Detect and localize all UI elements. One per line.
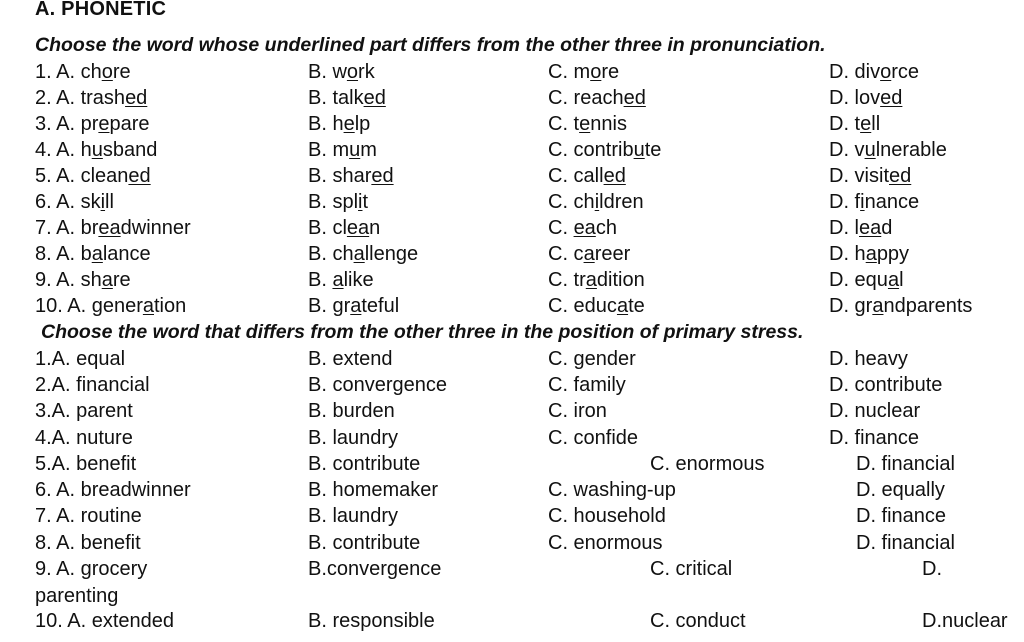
- option-b: B. extend: [308, 348, 393, 370]
- option-c: [548, 189, 644, 215]
- question-row: [0, 59, 1024, 85]
- option-text: dwinner: [120, 217, 191, 239]
- option-d: D.: [922, 558, 942, 580]
- option-b: [308, 189, 368, 215]
- option-text: ll: [871, 113, 881, 135]
- option-b: B. contribute: [308, 532, 421, 554]
- option-b: [308, 137, 377, 163]
- option-a: [35, 111, 150, 137]
- question-row: [0, 111, 1024, 137]
- option-text: ch: [595, 217, 617, 239]
- question-row: [0, 189, 1024, 215]
- option-d: D. finance: [856, 505, 947, 527]
- option-text: nance: [864, 191, 920, 213]
- option-b: [308, 241, 418, 267]
- underlined-part: u: [864, 139, 876, 161]
- option-c: C. enormous: [548, 532, 663, 554]
- option-c: C. iron: [548, 400, 607, 422]
- question-row: [0, 477, 1024, 503]
- option-a: 6. A. breadwinner: [35, 479, 191, 501]
- question-row: [0, 503, 1024, 529]
- option-b: [308, 85, 386, 111]
- instruction-stress: Choose the word that differs from the other three in the position of primary stress.: [41, 321, 804, 343]
- option-a: 7. A. routine: [35, 505, 142, 527]
- option-text: C. reach: [548, 87, 624, 109]
- option-b: [308, 293, 399, 319]
- question-row: [0, 372, 1024, 398]
- question-row: [0, 85, 1024, 111]
- option-b: B.convergence: [308, 558, 442, 580]
- option-text: te: [628, 295, 645, 317]
- question-row: [0, 346, 1024, 372]
- question-row: [0, 556, 1024, 582]
- option-text: d: [881, 217, 893, 239]
- option-text: rk: [358, 61, 375, 83]
- option-a: [35, 59, 131, 85]
- option-d: [829, 267, 904, 293]
- underlined-part: e: [343, 113, 355, 135]
- option-d: D. nuclear: [829, 400, 921, 422]
- option-text: D. visit: [829, 165, 889, 187]
- option-text: t: [362, 191, 369, 213]
- option-b: B. burden: [308, 400, 395, 422]
- option-text: teful: [361, 295, 400, 317]
- underlined-part: a: [887, 269, 900, 291]
- underlined-part: a: [585, 269, 597, 291]
- underlined-part: u: [91, 139, 103, 161]
- underlined-part: ed: [128, 165, 151, 187]
- option-d: D.nuclear: [922, 610, 1008, 632]
- option-text: B. spl: [308, 191, 359, 213]
- option-c: C. confide: [548, 427, 639, 449]
- option-a: 2.A. financial: [35, 374, 150, 396]
- option-c: [548, 267, 645, 293]
- option-text: D. t: [829, 113, 861, 135]
- option-c: [548, 137, 661, 163]
- option-a: 1.A. equal: [35, 348, 126, 370]
- option-d: [829, 163, 911, 189]
- question-row: [0, 215, 1024, 241]
- option-d: [829, 189, 919, 215]
- option-d: D. heavy: [829, 348, 908, 370]
- option-text: C. contrib: [548, 139, 634, 161]
- option-b: [308, 111, 370, 137]
- option-c: C. critical: [650, 558, 733, 580]
- option-text: B. ch: [308, 243, 354, 265]
- question-row: [0, 425, 1024, 451]
- option-c: [548, 85, 646, 111]
- option-text: C. m: [548, 61, 591, 83]
- option-text: C. educ: [548, 295, 617, 317]
- option-b: [308, 215, 380, 241]
- option-d: [829, 111, 880, 137]
- option-text: re: [112, 269, 131, 291]
- option-b: B. convergence: [308, 374, 447, 396]
- underlined-part: ea: [98, 217, 121, 239]
- question-row: [0, 398, 1024, 424]
- underlined-part: e: [860, 113, 872, 135]
- option-d: [829, 215, 892, 241]
- option-text: 7. A. br: [35, 217, 99, 239]
- option-text: D. l: [829, 217, 859, 239]
- option-c: C. gender: [548, 348, 636, 370]
- option-b: [308, 59, 375, 85]
- underlined-part: o: [101, 61, 113, 83]
- option-text: 2. A. trash: [35, 87, 126, 109]
- underlined-part: e: [98, 113, 110, 135]
- option-a: 10. A. extended: [35, 610, 175, 632]
- option-text: B. gr: [308, 295, 351, 317]
- option-d: D. financial: [856, 453, 955, 475]
- option-d: D. finance: [829, 427, 920, 449]
- option-a: [35, 137, 157, 163]
- instruction-pronunciation: Choose the word whose underlined part differs from the other three in pronunciation.: [35, 34, 826, 56]
- underlined-part: a: [872, 295, 884, 317]
- underlined-part: a: [583, 243, 595, 265]
- option-text: B. talk: [308, 87, 364, 109]
- question-row: [0, 163, 1024, 189]
- option-text: llenge: [364, 243, 419, 265]
- underlined-part: ed: [889, 165, 912, 187]
- option-text: D. v: [829, 139, 865, 161]
- option-text: B. m: [308, 139, 350, 161]
- underlined-part: a: [101, 269, 113, 291]
- option-d: [829, 137, 947, 163]
- option-text: like: [343, 269, 374, 291]
- option-text: lnerable: [875, 139, 947, 161]
- option-a: 8. A. benefit: [35, 532, 141, 554]
- underlined-part: o: [590, 61, 602, 83]
- underlined-part: ed: [371, 165, 394, 187]
- question-row: [0, 451, 1024, 477]
- option-text: re: [601, 61, 620, 83]
- option-a: 3.A. parent: [35, 400, 133, 422]
- question-row: [0, 530, 1024, 556]
- option-a: [35, 163, 151, 189]
- option-b: B. homemaker: [308, 479, 439, 501]
- option-d: D. financial: [856, 532, 955, 554]
- option-c: C. washing-up: [548, 479, 676, 501]
- option-text: D. equ: [829, 269, 888, 291]
- option-b: [308, 163, 394, 189]
- underlined-part: ed: [880, 87, 903, 109]
- option-text: ldren: [599, 191, 644, 213]
- option-text: 3. A. pr: [35, 113, 99, 135]
- option-c: C. family: [548, 374, 626, 396]
- underlined-part: ed: [125, 87, 148, 109]
- option-b: B. laundry: [308, 505, 399, 527]
- option-text: D. lov: [829, 87, 881, 109]
- question-row: [0, 583, 1024, 609]
- section-title: A. PHONETIC: [35, 0, 167, 20]
- option-a: 9. A. grocery: [35, 558, 148, 580]
- option-b: B. laundry: [308, 427, 399, 449]
- underlined-part: e: [579, 113, 591, 135]
- option-text: C. ch: [548, 191, 595, 213]
- option-text: B. shar: [308, 165, 372, 187]
- option-text: D. h: [829, 243, 866, 265]
- option-text: 8. A. b: [35, 243, 92, 265]
- option-a: [35, 267, 131, 293]
- option-text: B.: [308, 269, 333, 291]
- option-b: [308, 267, 374, 293]
- underlined-part: ed: [623, 87, 646, 109]
- underlined-part: a: [350, 295, 362, 317]
- option-b: B. contribute: [308, 453, 421, 475]
- underlined-part: i: [100, 191, 106, 213]
- underlined-part: u: [633, 139, 645, 161]
- underlined-part: ea: [573, 217, 596, 239]
- option-text: re: [112, 61, 131, 83]
- option-text: C. t: [548, 113, 580, 135]
- option-text: B. cl: [308, 217, 347, 239]
- option-text: pare: [109, 113, 150, 135]
- option-b: B. responsible: [308, 610, 435, 632]
- option-d: [829, 85, 902, 111]
- option-c: C. household: [548, 505, 666, 527]
- underlined-part: ea: [346, 217, 370, 239]
- option-c: [548, 293, 645, 319]
- option-text: dition: [596, 269, 645, 291]
- option-text: ll: [105, 191, 114, 213]
- question-row: [0, 267, 1024, 293]
- option-text: nnis: [590, 113, 627, 135]
- option-c: C. conduct: [650, 610, 746, 632]
- option-text: C. call: [548, 165, 604, 187]
- question-row: [0, 137, 1024, 163]
- underlined-part: a: [91, 243, 103, 265]
- option-text: C.: [548, 217, 574, 239]
- option-a: [35, 215, 191, 241]
- underlined-part: ed: [603, 165, 626, 187]
- underlined-part: ea: [859, 217, 882, 239]
- question-row: [0, 241, 1024, 267]
- option-text: lp: [354, 113, 371, 135]
- option-text: 1. A. ch: [35, 61, 102, 83]
- underlined-part: o: [880, 61, 892, 83]
- option-text: D. gr: [829, 295, 873, 317]
- option-a: 4.A. nuture: [35, 427, 133, 449]
- underlined-part: u: [349, 139, 361, 161]
- option-d: [829, 59, 919, 85]
- option-a: 5.A. benefit: [35, 453, 137, 475]
- underlined-part: a: [865, 243, 877, 265]
- option-d: [829, 241, 909, 267]
- underlined-part: i: [594, 191, 600, 213]
- option-text: rce: [891, 61, 920, 83]
- option-text: B. h: [308, 113, 344, 135]
- option-text: 6. A. sk: [35, 191, 101, 213]
- option-text: 10. A. gener: [35, 295, 143, 317]
- option-a: [35, 85, 147, 111]
- option-text: m: [360, 139, 377, 161]
- underlined-part: ed: [363, 87, 386, 109]
- question-row: [0, 293, 1024, 319]
- underlined-part: a: [616, 295, 629, 317]
- option-text: sband: [102, 139, 158, 161]
- underlined-part: o: [346, 61, 359, 83]
- option-text: D. div: [829, 61, 881, 83]
- option-text: n: [369, 217, 381, 239]
- option-c: C. enormous: [650, 453, 765, 475]
- option-text: C. tr: [548, 269, 586, 291]
- option-c: [548, 59, 619, 85]
- option-c: [548, 163, 626, 189]
- option-c: [548, 111, 627, 137]
- underlined-part: a: [353, 243, 365, 265]
- option-text: l: [899, 269, 904, 291]
- option-text: ndparents: [883, 295, 973, 317]
- option-a: [35, 189, 114, 215]
- option-text: lance: [102, 243, 151, 265]
- option-d: D. contribute: [829, 374, 943, 396]
- option-a: [35, 241, 151, 267]
- underlined-part: i: [358, 191, 363, 213]
- option-text: D. f: [829, 191, 861, 213]
- underlined-part: a: [332, 269, 344, 291]
- option-text: tion: [154, 295, 187, 317]
- option-text: te: [644, 139, 662, 161]
- underlined-part: a: [142, 295, 154, 317]
- option-c: [548, 215, 617, 241]
- option-text: C. c: [548, 243, 584, 265]
- option-a: parenting: [35, 585, 119, 607]
- option-c: [548, 241, 630, 267]
- option-d: D. equally: [856, 479, 945, 501]
- option-text: reer: [594, 243, 631, 265]
- option-text: 9. A. sh: [35, 269, 102, 291]
- question-row: [0, 608, 1024, 634]
- option-text: B. w: [308, 61, 347, 83]
- option-a: [35, 293, 186, 319]
- option-text: 5. A. clean: [35, 165, 129, 187]
- option-text: ppy: [876, 243, 910, 265]
- option-text: 4. A. h: [35, 139, 92, 161]
- underlined-part: i: [860, 191, 865, 213]
- option-d: [829, 293, 972, 319]
